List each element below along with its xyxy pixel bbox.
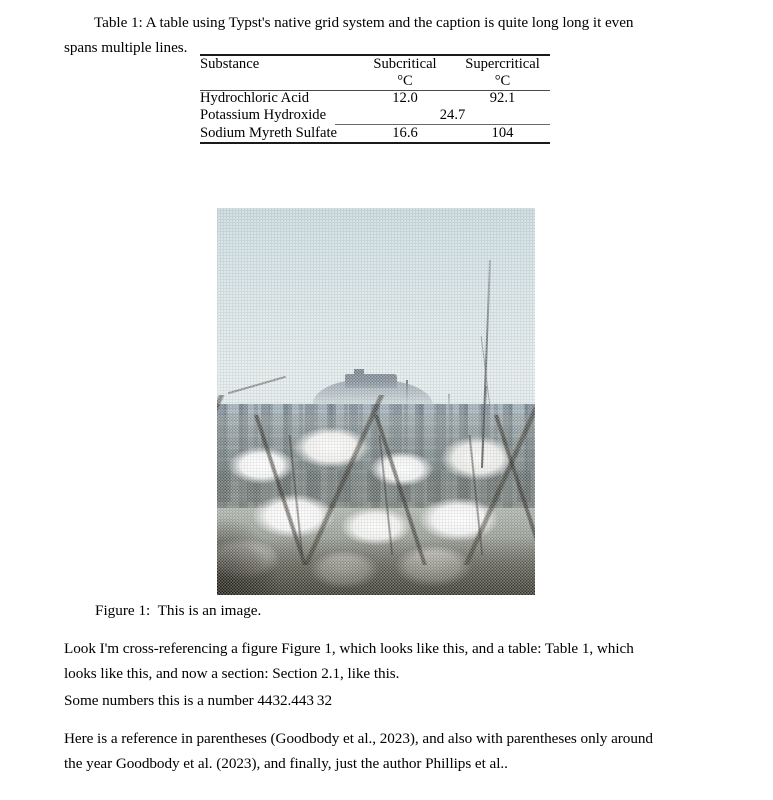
paragraph-numbers: Some numbers this is a number 4432.443 32 bbox=[64, 692, 333, 709]
units-blank bbox=[200, 73, 355, 90]
column-header-substance: Substance bbox=[200, 55, 260, 72]
table-row bbox=[200, 107, 550, 124]
paragraph-cross-reference: Look I'm cross-referencing a figure Figure 1, which looks like this, and a table: Table 1, which looks like this, and now a section: Section 2.1, like this. bbox=[64, 640, 634, 682]
table-row bbox=[200, 90, 550, 107]
table-bottom-rule bbox=[200, 142, 550, 144]
data-table bbox=[200, 54, 550, 144]
table-header-row bbox=[200, 56, 550, 73]
units-subcritical: °C bbox=[397, 72, 413, 89]
units-supercritical: °C bbox=[494, 72, 511, 89]
photo-canvas bbox=[217, 208, 535, 595]
table-units-row bbox=[200, 73, 550, 90]
cell-substance: Potassium Hydroxide bbox=[200, 107, 327, 124]
cell-supercritical: 104 bbox=[491, 125, 514, 142]
foreground-shadow-left bbox=[217, 475, 287, 595]
cell-subcritical: 12.0 bbox=[392, 90, 418, 107]
cell-subcritical: 16.6 bbox=[392, 125, 418, 142]
table-partial-rule bbox=[200, 124, 550, 125]
column-header-supercritical: Supercritical bbox=[465, 55, 540, 72]
cell-substance: Hydrochloric Acid bbox=[200, 90, 310, 107]
cell-substance: Sodium Myreth Sulfate bbox=[200, 125, 338, 142]
table-row bbox=[200, 125, 550, 142]
paragraph-citations: Here is a reference in parentheses (Goodbody et al., 2023), and also with parentheses only around the year Goodbody et al. (2023), and finally, just the author Phillips et al.. bbox=[64, 730, 653, 772]
figure-image bbox=[217, 208, 535, 595]
column-header-subcritical: Subcritical bbox=[373, 55, 437, 72]
cell-merged-value: 24.7 bbox=[439, 107, 466, 124]
cell-supercritical: 92.1 bbox=[489, 90, 516, 107]
table-caption: Table 1: A table using Typst's native grid system and the caption is quite long long it even spans multiple lines. bbox=[64, 14, 634, 56]
figure-caption: Figure 1: This is an image. bbox=[95, 602, 262, 619]
